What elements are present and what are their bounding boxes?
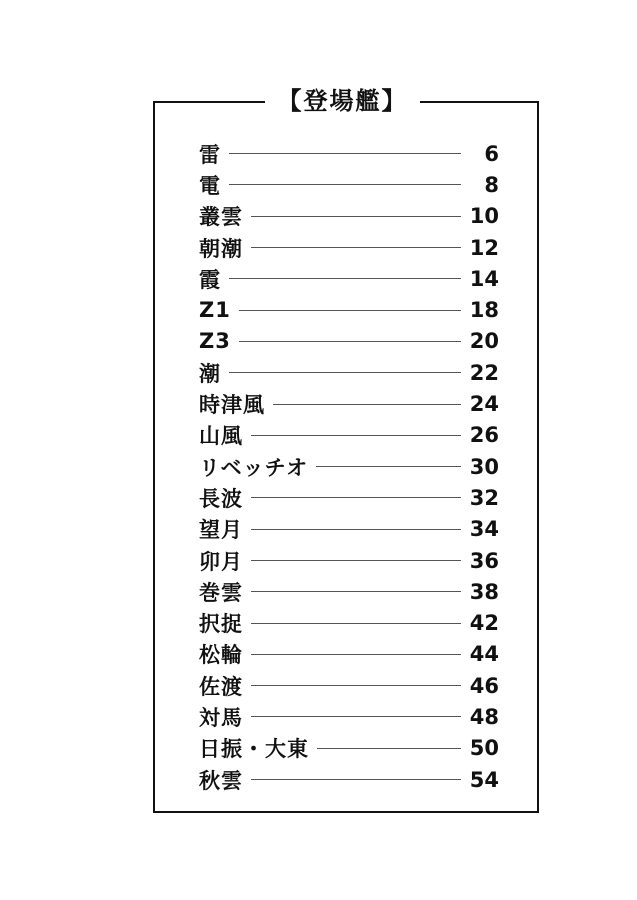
leader-line (251, 560, 461, 561)
frame-top-right-rule (420, 101, 539, 103)
toc-entry (199, 138, 499, 169)
toc-entry (199, 733, 499, 764)
toc-entry (199, 514, 499, 545)
entry-page-number: 38 (469, 579, 499, 604)
entry-name: 時津風 (199, 393, 265, 418)
leader-line (251, 623, 461, 624)
entry-page-number: 12 (469, 235, 499, 260)
leader-line (229, 372, 461, 373)
leader-line (229, 278, 461, 279)
toc-entry (199, 701, 499, 732)
leader-line (251, 216, 461, 217)
toc-entry (199, 294, 499, 325)
toc-entry (199, 482, 499, 513)
entry-page-number: 18 (469, 298, 499, 323)
entry-page-number: 14 (469, 266, 499, 291)
leader-line (251, 247, 461, 248)
entry-page-number: 54 (469, 767, 499, 792)
leader-line (251, 497, 461, 498)
leader-line (251, 591, 461, 592)
entry-name: Z1 (199, 298, 231, 323)
entry-name: 秋雲 (199, 768, 243, 793)
entry-name: 叢雲 (199, 205, 243, 230)
entry-name: 卯月 (199, 549, 243, 574)
entry-page-number: 22 (469, 360, 499, 385)
entry-name: 雷 (199, 142, 221, 167)
entry-page-number: 42 (469, 611, 499, 636)
entry-page-number: 34 (469, 517, 499, 542)
leader-line (316, 466, 461, 467)
leader-line (273, 404, 461, 405)
leader-line (251, 529, 461, 530)
toc-entry (199, 639, 499, 670)
entry-page-number: 8 (484, 172, 499, 197)
toc-entry (199, 545, 499, 576)
entry-name: 松輪 (199, 643, 243, 668)
toc-entry (199, 607, 499, 638)
leader-line (229, 184, 461, 185)
frame-top-left-rule (153, 101, 265, 103)
toc-entry (199, 764, 499, 795)
entry-page-number: 48 (469, 704, 499, 729)
leader-line (317, 748, 461, 749)
toc-entry (199, 263, 499, 294)
entry-page-number: 10 (469, 204, 499, 229)
toc-entry (199, 201, 499, 232)
leader-line (239, 310, 461, 311)
entry-name: Z3 (199, 329, 231, 354)
leader-line (229, 153, 461, 154)
entry-page-number: 46 (469, 673, 499, 698)
entry-page-number: 44 (469, 642, 499, 667)
toc-heading: 【登場艦】 (277, 87, 408, 115)
entry-name: 巻雲 (199, 580, 243, 605)
entry-name: 長波 (199, 486, 243, 511)
toc-entry (199, 451, 499, 482)
entry-page-number: 36 (469, 548, 499, 573)
entry-page-number: 32 (469, 485, 499, 510)
toc-entry (199, 670, 499, 701)
leader-line (251, 435, 461, 436)
toc-entry (199, 388, 499, 419)
toc-entry (199, 232, 499, 263)
entry-name: 潮 (199, 361, 221, 386)
toc-entry (199, 326, 499, 357)
entry-name: 択捉 (199, 612, 243, 637)
entry-name: 電 (199, 173, 221, 198)
entry-name: 佐渡 (199, 674, 243, 699)
entry-page-number: 6 (484, 141, 499, 166)
toc-entry (199, 357, 499, 388)
entry-name: 霞 (199, 267, 221, 292)
entry-name: 朝潮 (199, 236, 243, 261)
leader-line (239, 341, 461, 342)
entry-name: 日振・大東 (199, 737, 309, 762)
leader-line (251, 654, 461, 655)
toc-entry (199, 420, 499, 451)
entry-name: 望月 (199, 518, 243, 543)
entry-name: 山風 (199, 424, 243, 449)
entry-name: 対馬 (199, 705, 243, 730)
toc-entry (199, 169, 499, 200)
leader-line (251, 716, 461, 717)
toc-entry (199, 576, 499, 607)
leader-line (251, 779, 461, 780)
entry-page-number: 24 (469, 392, 499, 417)
entry-page-number: 50 (469, 736, 499, 761)
entry-name: リベッチオ (199, 455, 309, 480)
leader-line (251, 685, 461, 686)
entry-page-number: 20 (469, 329, 499, 354)
toc-list (199, 138, 499, 795)
entry-page-number: 26 (469, 423, 499, 448)
entry-page-number: 30 (469, 454, 499, 479)
